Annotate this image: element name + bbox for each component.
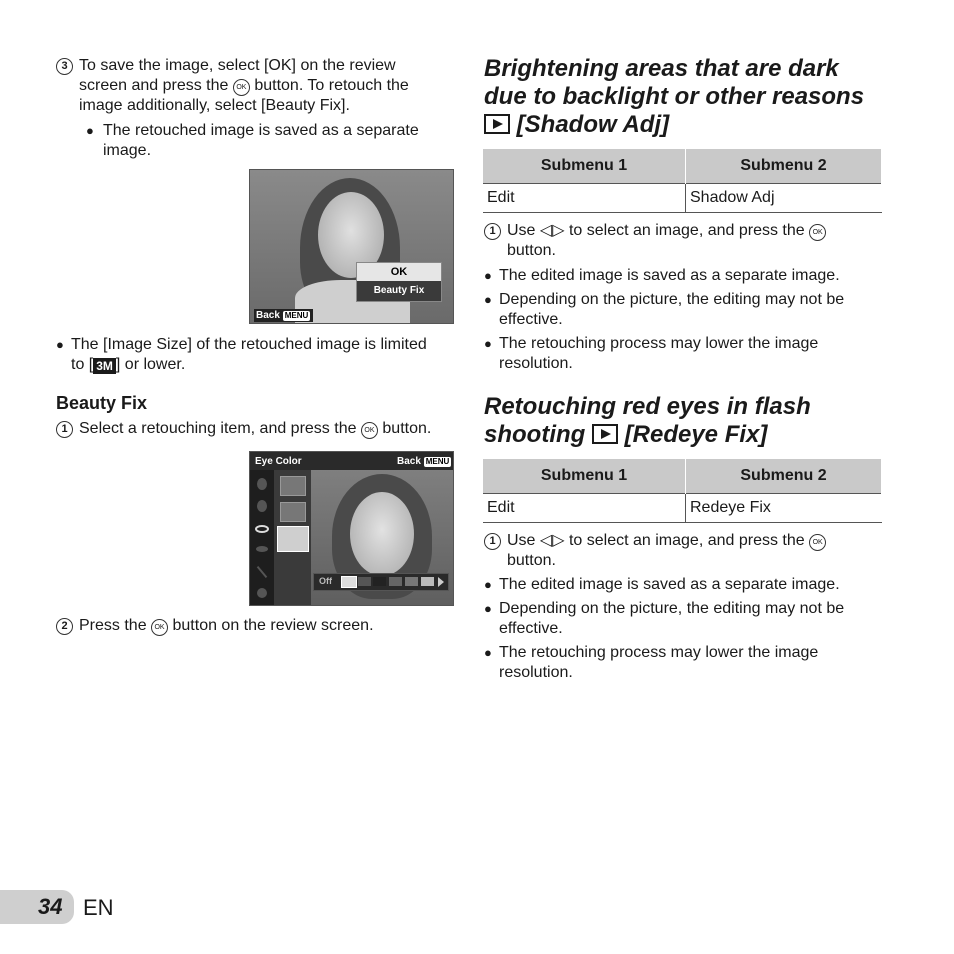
- bullet-list: ● The edited image is saved as a separate image. ● Depending on the picture, the editing may not be effective. ● The retouching process may lower the image resolution.: [484, 267, 845, 372]
- table-header: Submenu 1: [483, 149, 686, 184]
- skin-icon[interactable]: [257, 478, 267, 490]
- bullet-icon: ●: [484, 645, 492, 660]
- step-3: [56, 56, 456, 116]
- bullet-icon: ●: [484, 577, 492, 592]
- menu-key-icon: MENU: [425, 457, 450, 466]
- ok-button-icon: OK: [809, 534, 826, 551]
- sparkle-icon[interactable]: [257, 588, 267, 598]
- lips-icon[interactable]: [256, 546, 268, 552]
- section-heading-beauty-fix: Beauty Fix: [56, 393, 148, 413]
- table-header: Submenu 2: [686, 459, 882, 494]
- face-icon[interactable]: [257, 500, 267, 512]
- bullet-note: ● The retouched image is saved as a separate image.: [86, 122, 419, 159]
- step-number: 1: [484, 533, 501, 550]
- eye-option-1[interactable]: [280, 476, 306, 496]
- submenu-table-redeye: [483, 459, 882, 523]
- table-cell: Edit: [483, 494, 686, 523]
- back-label: Back MENU: [397, 456, 450, 467]
- retouch-icon-column: [250, 470, 274, 605]
- eye-icon[interactable]: [255, 525, 269, 533]
- color-slider[interactable]: [313, 573, 449, 591]
- right-arrow-icon[interactable]: [438, 577, 444, 587]
- step-number: 2: [56, 618, 73, 635]
- ok-button-icon: OK: [151, 619, 168, 636]
- bullet-icon: ●: [86, 123, 94, 138]
- table-header: Submenu 2: [686, 149, 882, 184]
- playback-icon: [484, 114, 510, 134]
- image-size-3m-icon: 3M: [93, 358, 116, 374]
- confirm-menu: [356, 262, 442, 302]
- bullet-icon: ●: [484, 268, 492, 283]
- table-header: Submenu 1: [483, 459, 686, 494]
- bullet-note: ● The [Image Size] of the retouched image is limited to [ 3M ] or lower.: [56, 336, 427, 373]
- page-number: 34: [38, 894, 63, 919]
- submenu-table-shadow: [483, 149, 882, 213]
- section-heading-shadow-adj: Brightening areas that are dark due to backlight or other reasons [Shadow Adj]: [484, 55, 865, 138]
- beauty-fix-option[interactable]: Beauty Fix: [357, 281, 441, 301]
- step-number: 1: [484, 223, 501, 240]
- table-cell: Edit: [483, 184, 686, 213]
- step-1: 1 Select a retouching item, and press the OK button.: [56, 419, 456, 439]
- ok-option[interactable]: OK: [357, 263, 441, 281]
- eye-color-options: [274, 470, 311, 605]
- step-text: To save the image, select [OK] on the review: [79, 57, 396, 74]
- left-right-arrows-icon: ◁▷: [539, 222, 565, 239]
- bullet-icon: ●: [56, 337, 64, 352]
- review-screen-image: [249, 169, 454, 324]
- face-photo: [350, 492, 414, 576]
- step-number: 3: [56, 58, 73, 75]
- step-2: 2 Press the OK button on the review screen.: [56, 616, 456, 636]
- playback-icon: [592, 424, 618, 444]
- section-heading-redeye-fix: Retouching red eyes in flash shooting [Redeye Fix]: [484, 393, 811, 448]
- bullet-icon: ●: [484, 292, 492, 307]
- back-label: Back MENU: [254, 309, 313, 322]
- left-right-arrows-icon: ◁▷: [539, 532, 565, 549]
- step-1: 1 Use ◁▷ to select an image, and press the OK button.: [484, 531, 884, 571]
- step-number: 1: [56, 421, 73, 438]
- off-label: Off: [319, 576, 332, 586]
- brush-icon[interactable]: [257, 566, 268, 578]
- menu-key-icon: MENU: [284, 311, 309, 320]
- ok-button-icon: OK: [809, 224, 826, 241]
- page-number-tab: [0, 890, 74, 924]
- step-text: screen and press the OK button. To retouch the: [79, 77, 409, 94]
- screen-title: Eye Color: [255, 456, 302, 467]
- eye-color-screen-image: [249, 451, 454, 606]
- table-cell: Shadow Adj: [686, 184, 882, 213]
- step-text: image additionally, select [Beauty Fix].: [79, 97, 350, 114]
- bullet-list: ● The edited image is saved as a separate image. ● Depending on the picture, the editing may not be effective. ● The retouching process may lower the image resolution.: [484, 576, 845, 681]
- eye-option-3-selected[interactable]: [277, 526, 309, 552]
- eye-option-2[interactable]: [280, 502, 306, 522]
- language-label: EN: [83, 895, 114, 920]
- ok-button-icon: OK: [361, 422, 378, 439]
- bullet-icon: ●: [484, 601, 492, 616]
- table-cell: Redeye Fix: [686, 494, 882, 523]
- bullet-icon: ●: [484, 336, 492, 351]
- ok-button-icon: OK: [233, 79, 250, 96]
- step-1: 1 Use ◁▷ to select an image, and press the OK button.: [484, 221, 884, 261]
